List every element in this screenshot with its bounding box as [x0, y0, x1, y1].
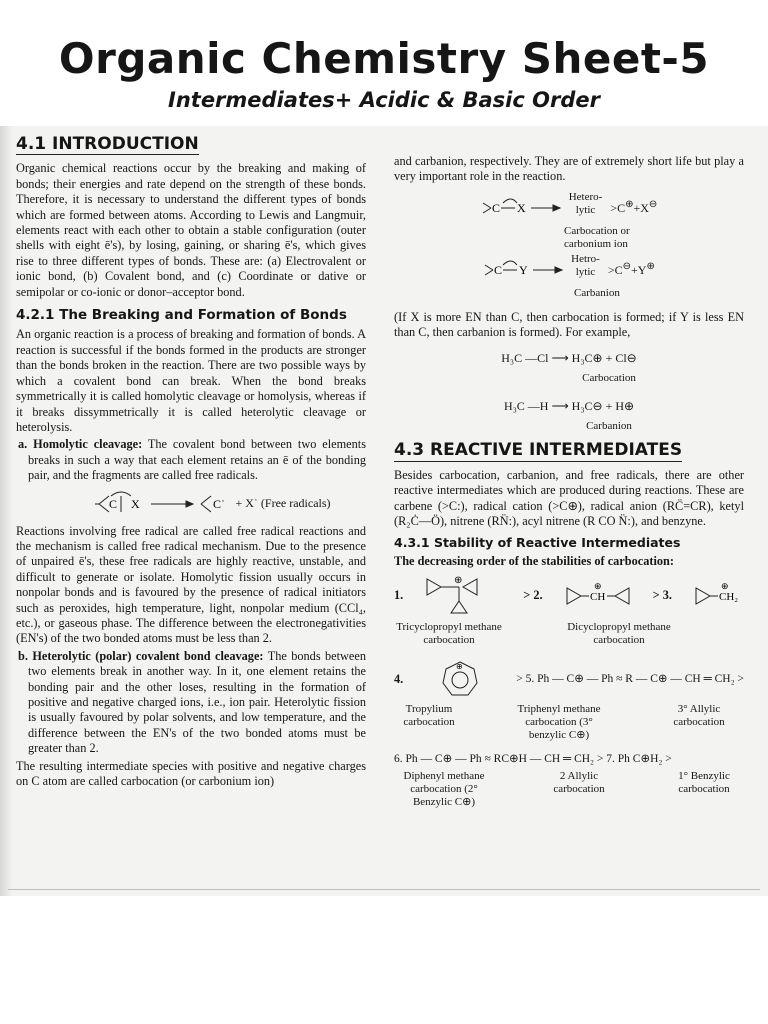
s6-allylic-caption: 2 Allylic carbocation	[553, 769, 605, 795]
example1-equation: H₃C —Cl ⟶ H₃C⊕ + Cl⊖	[501, 350, 637, 365]
heterolysis-scheme-1: C X Hetero- lytic >C⊕+X⊖	[394, 195, 744, 221]
stability-row-2	[394, 659, 744, 699]
heterolytic-text: The bonds between two elements break in another way. In it, one element retains the bonding pair and the other loses, resulting in the formation of positive and negative charged ions, i.e., ion pair. Heterolytic fission is usually favoured by polar solvents, and low temperature, and the difference between the EN's of the two bonded atoms must be greater than 2.	[28, 648, 366, 756]
dicyclopropyl-structure-svg	[563, 580, 633, 610]
heterolytic-item	[18, 648, 366, 757]
bonds-heading: 4.2.1 The Breaking and Formation of Bonds	[16, 307, 347, 324]
example2-caption: Carbanion	[586, 420, 632, 433]
s5-line: > 5. Ph — C⊕ — Ph ≈ R — C⊕ — CH ═ CH₂ >	[516, 672, 744, 685]
scan-bottom-rule	[8, 889, 760, 890]
example2-equation: H₃C —H ⟶ H₃C⊖ + H⊕	[503, 399, 635, 414]
left-column	[16, 134, 366, 791]
reactive-heading: 4.3 REACTIVE INTERMEDIATES	[394, 440, 683, 461]
svg-text:⊕: ⊕	[454, 575, 463, 587]
svg-text:C˙: C˙	[213, 496, 226, 511]
stability-subheading: The decreasing order of the stabilities of carbocation:	[394, 553, 674, 568]
cyclopropylmethyl-structure-svg	[692, 580, 744, 610]
right-column	[394, 154, 744, 809]
svg-text:C: C	[494, 262, 503, 277]
svg-text:CH: CH	[589, 591, 605, 604]
s4-number: 4.	[394, 671, 404, 686]
homolytic-text: The covalent bond between two elements breaks in such a way that each element retains an ē of the bonding pair, and the fragments are called free radicals.	[28, 437, 366, 483]
heterolysis-scheme-2: C Y Hetro- lytic >C⊖+Y⊕	[394, 257, 744, 283]
s6-line: 6. Ph — C⊕ — Ph ≈ RC⊕H — CH ═ CH₂ > 7. Ph C⊕H₂ >	[394, 753, 672, 766]
stability-row-2-captions	[394, 703, 744, 742]
svg-text:X: X	[516, 200, 526, 215]
s4-caption: Tropylium carbocation	[403, 703, 455, 729]
page-subtitle: Intermediates+ Acidic & Basic Order	[168, 88, 600, 112]
resulting-paragraph: The resulting intermediate species with positive and negative charges on C atom are called carbocation (or carbonium ion)	[16, 758, 366, 789]
svg-text:Y: Y	[519, 262, 528, 277]
homolytic-item	[18, 437, 366, 483]
s1-number: 1.	[394, 587, 404, 602]
carbonium-ion-label: carbonium ion	[564, 237, 628, 250]
intro-heading: 4.1 INTRODUCTION	[16, 134, 199, 154]
stability-heading: 4.3.1 Stability of Reactive Intermediates	[394, 535, 681, 551]
s7-caption: 1° Benzylic carbocation	[678, 769, 730, 795]
carbanion-scheme-svg	[483, 257, 563, 283]
page-title: Organic Chemistry Sheet-5	[58, 34, 710, 83]
tricyclopropyl-structure-svg	[423, 573, 503, 617]
free-radical-paragraph: Reactions involving free radical are called free radical reactions and the mechanism is called free radical mechanism. Due to the presence of unpaired ē's, these free radicals are highly reactive, unstable, and difficult to generate or isolate. Homolytic fission usually occurs in nonpolar bonds and is favoured by the presence of radical initiators such as peroxides, high temperature, light, nonpolar medium (CCl₄, etc.), or gaseous phase. The difference between the electronegativities (EN's) of the two bonded atoms must be less than 2.	[16, 523, 366, 646]
continuation-paragraph: and carbanion, respectively. They are of extremely short life but play a very important role in the reaction.	[394, 154, 744, 184]
svg-text:X: X	[131, 496, 141, 511]
s1-caption: Tricyclopropyl methane carbocation	[396, 621, 502, 647]
s6-caption: Diphenyl methane carbocation (2° Benzylic C⊕)	[403, 769, 485, 808]
intro-paragraph: Organic chemical reactions occur by the breaking and making of bonds; their energies and rate depend on the strength of these bonds. Therefore, it is necessary to understand the different types of bonds which are formed between atoms. According to Lewis and Langmuir, elements react with each other to obtain a stable configuration (outer shells with eight ē's), by losing, gaining, or sharing ē's, which gives rise to three different types of bonds. These are: (a) Electrovalent or ionic bond, (b) Covalent bond, and (c) Coordinate or dative or semipolar or co-ionic or donor–acceptor bond.	[16, 161, 366, 299]
heterolytic-label: b. Heterolytic (polar) covalent bond cleavage:	[18, 648, 264, 663]
svg-text:⊕: ⊕	[593, 581, 602, 592]
hetero1-top: Hetero-	[568, 190, 603, 203]
stability-row-1	[394, 573, 744, 617]
hetero2-bottom: lytic	[575, 265, 596, 278]
stability-row-3-captions	[394, 770, 744, 809]
hetero2-top: Hetro-	[571, 252, 600, 265]
carbocation-caption	[564, 225, 744, 251]
svg-text:CH₂: CH₂	[718, 591, 739, 604]
svg-text:⊕: ⊕	[455, 662, 463, 672]
reactive-paragraph: Besides carbocation, carbanion, and free radicals, there are other reactive intermediates which are produced during reactions. These are carbene (>C:), radical cation (>C⊕), radical anion (RC̈=CR), ketyl (R₂Ċ—Ö), nitrene (RN̈:), acyl nitrene (R CO N̈:), and benzyne.	[394, 467, 744, 529]
homolytic-equation	[16, 490, 366, 518]
homolytic-scheme-svg	[51, 490, 231, 518]
tropylium-structure-svg	[441, 659, 479, 699]
homolytic-label: a. Homolytic cleavage:	[18, 437, 143, 452]
svg-text:C: C	[491, 200, 500, 215]
carbanion-caption-1: Carbanion	[574, 286, 620, 299]
scan-edge-shadow	[0, 126, 13, 896]
s5-allylic-caption: 3° Allylic carbocation	[673, 703, 725, 729]
stability-row-1-captions	[394, 621, 744, 647]
s3-number: > 3.	[652, 587, 672, 602]
s2-caption: Dicyclopropyl methane carbocation	[567, 621, 671, 647]
s5-caption: Triphenyl methane carbocation (3° benzylic C⊕)	[517, 703, 601, 742]
en-paragraph: (If X is more EN than C, then carbocation is formed; if Y is less EN than C, then carbanion is formed). For example,	[394, 309, 744, 340]
hetero1-bottom: lytic	[575, 203, 596, 216]
carbocation-scheme-svg	[481, 195, 561, 221]
example1-caption: Carbocation	[582, 372, 636, 385]
bonds-paragraph: An organic reaction is a process of breaking and formation of bonds. A reaction is successful if the bonds formed in the products are stronger than the bonds broken in the reaction. There are two possible ways by which a covalent bond can break. When the bond breaks symmetrically it is called homolytic cleavage or homolysis, whereas if it breaks dissymmetrically it is called heterolytic cleavage or heterolysis.	[16, 327, 366, 434]
svg-text:C: C	[109, 496, 118, 511]
homolytic-equation-note: + X˙ (Free radicals)	[235, 495, 331, 510]
s2-number: > 2.	[523, 587, 543, 602]
svg-text:⊕: ⊕	[720, 581, 729, 592]
carbocation-or-label: Carbocation or	[564, 224, 630, 237]
